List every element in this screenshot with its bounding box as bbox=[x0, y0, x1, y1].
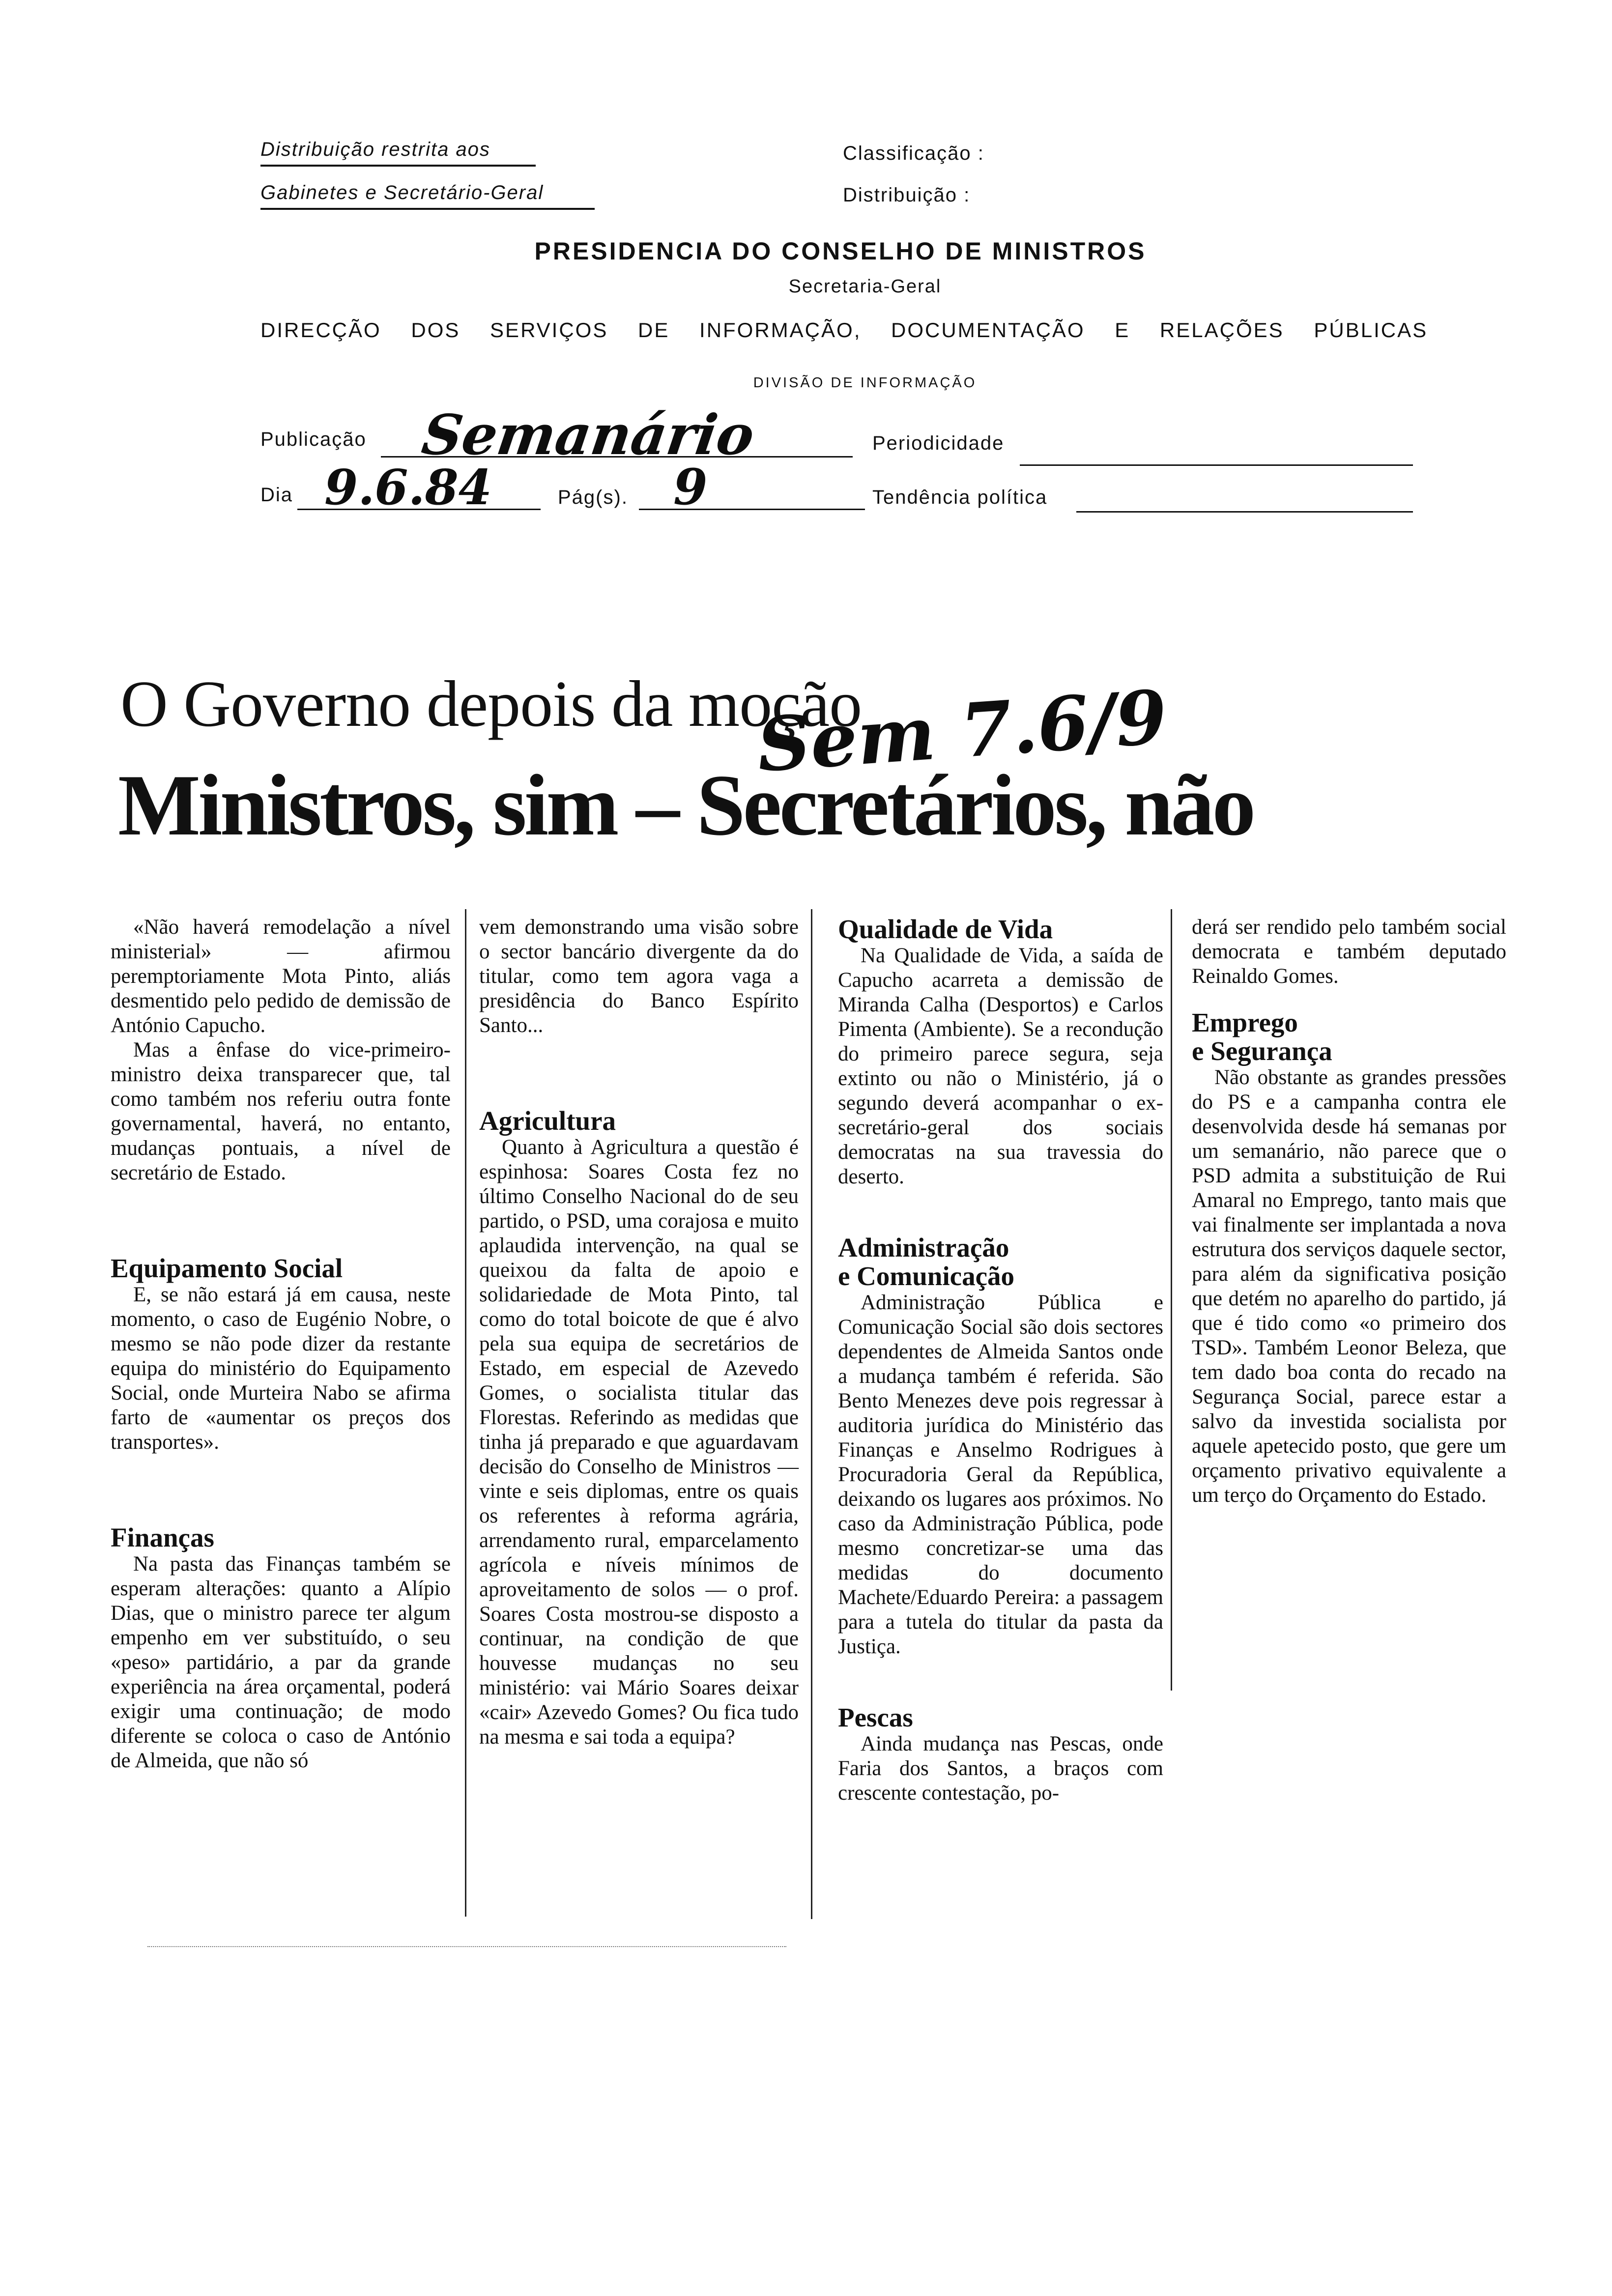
heading-financas: Finanças bbox=[111, 1522, 214, 1552]
handwritten-reference: Sem 7.6/9 bbox=[754, 674, 1170, 789]
heading-e-comunicacao: e Comunicação bbox=[838, 1261, 1014, 1291]
periodicity-line bbox=[1020, 464, 1413, 466]
tendency-label: Tendência política bbox=[872, 487, 1048, 508]
restriction-underline-1 bbox=[260, 165, 536, 167]
column-rule-3 bbox=[1171, 909, 1172, 1691]
restriction-line-1: Distribuição restrita aos bbox=[260, 139, 490, 160]
restriction-underline-2 bbox=[260, 208, 595, 210]
column-rule-1 bbox=[465, 909, 466, 1917]
col4-paragraph-2: Não obstante as grandes pressões do PS e a campanha contra ele desenvolvida desde há semanas por um semanário, não parece que o PSD admita a substituição de Rui Amaral no Emprego, tanto mais que vai finalmente ser implantada a nova estrutura dos serviços daquele sector, para além da significativa posição que detém no aparelho do partido, já que é tido como «o primeiro dos TSD». Também Leonor Beleza, que tem dado boa conta do recado na Segurança Social, parece estar a salvo da investida socialista por aquele apetecido posto, que gere um orçamento privativo equivalente a um terço do Orçamento do Estado. bbox=[1192, 1066, 1506, 1507]
article-kicker: O Governo depois da moção bbox=[120, 667, 862, 740]
col2-paragraph-1: vem demonstrando uma visão sobre o sector bancário divergente da do titular, como tem agora vaga a presidência do Banco Espírito Santo... bbox=[479, 916, 799, 1037]
col1-paragraph-2: Mas a ênfase do vice-primeiro-ministro deixa transparecer que, tal como também nos referiu outra fonte governamental, haverá, no entanto, mudanças pontuais, a nível de secretário de Estado. bbox=[111, 1038, 451, 1184]
col3-paragraph-2: Administração Pública e Comunicação Social são dois sectores dependentes de Almeida Santos onde a mudança também é referida. São Bento Menezes deve pois regressar à auditoria jurídica do Ministério das Finanças e Anselmo Rodrigues à Procuradoria Geral da República, deixando os lugares aos próximos. No caso da Administração Pública, pode mesmo concretizar-se uma das medidas do documento Machete/Eduardo Pereira: a passagem para a tutela do titular da pasta da Justiça. bbox=[838, 1291, 1163, 1658]
presidency-title: PRESIDENCIA DO CONSELHO DE MINISTROS bbox=[534, 237, 1147, 265]
secretariat-title: Secretaria-Geral bbox=[788, 276, 942, 297]
publication-label: Publicação bbox=[260, 429, 367, 450]
scan-noise-line bbox=[147, 1946, 786, 1947]
distribution-label: Distribuição : bbox=[843, 184, 971, 206]
restriction-line-2: Gabinetes e Secretário-Geral bbox=[260, 182, 544, 203]
heading-pescas: Pescas bbox=[838, 1702, 913, 1732]
column-rule-2 bbox=[811, 909, 812, 1919]
day-label: Dia bbox=[260, 484, 293, 506]
col1-paragraph-4: Na pasta das Finanças também se esperam alterações: quanto a Alípio Dias, que o ministro parece ter algum empenho em ver substituído, o seu «peso» partidário, a par da grande experiência na área orçamental, poderá exigir uma continuação; de modo diferente se coloca o caso de António de Almeida, que não só bbox=[111, 1552, 451, 1772]
pages-value: 9 bbox=[673, 458, 708, 516]
article-headline: Ministros, sim – Secretários, não bbox=[118, 756, 1254, 854]
publication-value: Semanário bbox=[418, 403, 758, 467]
heading-emprego: Emprego bbox=[1192, 1007, 1298, 1037]
col1-paragraph-1: «Não haverá remodelação a nível ministerial» — afirmou peremptoriamente Mota Pinto, aliás desmentido pelo pedido de demissão de António Capucho. bbox=[111, 916, 451, 1037]
heading-administracao: Administração bbox=[838, 1233, 1009, 1263]
article-column-2 bbox=[479, 915, 799, 1750]
heading-equipamento-social: Equipamento Social bbox=[111, 1253, 343, 1283]
col3-paragraph-1: Na Qualidade de Vida, a saída de Capucho acarreta a demissão de Miranda Calha (Desportos) e Carlos Pimenta (Ambiente). Se a recondução do primeiro parece segura, seja extinto ou não o Ministério, já o segundo deverá acompanhar o ex-secretário-geral dos sociais democratas na sua travessia do deserto. bbox=[838, 944, 1163, 1188]
day-value: 9.6.84 bbox=[324, 459, 492, 516]
pages-line bbox=[639, 509, 865, 510]
col1-paragraph-3: E, se não estará já em causa, neste momento, o caso de Eugénio Nobre, o mesmo se não pode dizer da restante equipa do ministério do Equipamento Social, onde Murteira Nabo se afirma farto de «aumentar os preços dos transportes». bbox=[111, 1283, 451, 1454]
col3-paragraph-3: Ainda mudança nas Pescas, onde Faria dos Santos, a braços com crescente contestação, po- bbox=[838, 1732, 1163, 1805]
tendency-line bbox=[1076, 511, 1413, 513]
col2-paragraph-2: Quanto à Agricultura a questão é espinhosa: Soares Costa fez no último Conselho Nacional do de seu partido, o PSD, uma corajosa e muito aplaudida intervenção, na qual se queixou da falta de apoio e solidariedade de Mota Pinto, tal como do total boicote de que é alvo pela sua equipa de secretários de Estado, em especial de Azevedo Gomes, o socialista titular das Florestas. Referindo as medidas que tinha já preparado e que aguardavam decisão do Conselho de Ministros — vinte e seis diplomas, entre os quais os referentes à reforma agrária, arrendamento rural, emparcelamento agrícola e níveis mínimos de aproveitamento de solos — o prof. Soares Costa mostrou-se disposto a continuar, na condição de que houvesse mudanças no seu ministério: vai Mário Soares deixar «cair» Azevedo Gomes? Ou fica tudo na mesma e sai toda a equipa? bbox=[479, 1136, 799, 1749]
direction-title: DIRECÇÃO DOS SERVIÇOS DE INFORMAÇÃO, DOCUMENTAÇÃO E RELAÇÕES PÚBLICAS bbox=[260, 318, 1428, 342]
col4-paragraph-1: derá ser rendido pelo também social democrata e também deputado Reinaldo Gomes. bbox=[1192, 916, 1506, 988]
article-column-1 bbox=[111, 915, 451, 1773]
heading-e-seguranca: e Segurança bbox=[1192, 1036, 1332, 1066]
periodicity-label: Periodicidade bbox=[872, 432, 1005, 454]
heading-qualidade-de-vida: Qualidade de Vida bbox=[838, 914, 1053, 944]
article-column-3 bbox=[838, 915, 1163, 1806]
classification-label: Classificação : bbox=[843, 143, 984, 164]
division-title: DIVISÃO DE INFORMAÇÃO bbox=[753, 375, 977, 391]
article-column-4 bbox=[1192, 915, 1506, 1508]
pages-label: Pág(s). bbox=[558, 487, 628, 508]
heading-agricultura: Agricultura bbox=[479, 1106, 616, 1136]
